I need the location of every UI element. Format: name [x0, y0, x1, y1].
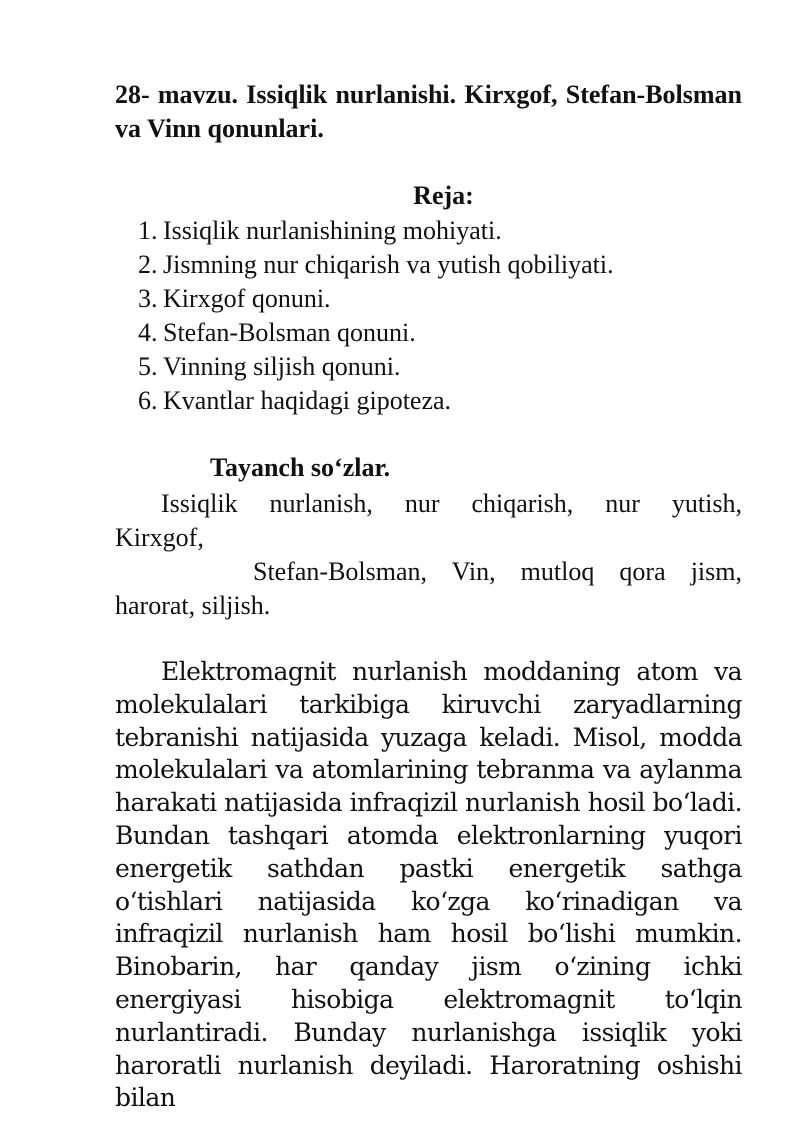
plan-item	[138, 384, 614, 418]
plan-item	[138, 350, 614, 384]
plan-item-text: Issiqlik nurlanishining mohiyati.	[163, 216, 502, 245]
plan-list	[138, 214, 614, 418]
plan-item-number: 2.	[138, 250, 158, 279]
keywords-line: Stefan-Bolsman, Vin, mutloq qora jism,	[253, 557, 742, 586]
keywords-line: Kirxgof,	[115, 523, 204, 552]
plan-item	[138, 214, 614, 248]
body-paragraph: Elektromagnit nurlanish moddaning atom va molekulalari tarkibiga kiruvchi zaryadlarning tebranishi natijasida yuzaga keladi. Misol, modda molekulalari va atomlarining tebranma va aylanma harakati natijasida infraqizil nurlanish hosil bo‘ladi. Bundan tashqari atomda elektronlarning yuqori energetik sathdan pastki energetik sathga o‘tishlari natijasida ko‘zga ko‘rinadigan va infraqizil nurlanish ham hosil bo‘lishi mumkin. Binobarin, har qanday jism o‘zining ichki energiyasi hisobiga elektromagnit to‘lqin nurlantiradi. Bunday nurlanishga issiqlik yoki haroratli nurlanish deyiladi. Haroratning oshishi bilan	[115, 657, 742, 1113]
keywords-line: Issiqlik nurlanish, nur chiqarish, nur yutish,	[161, 489, 742, 518]
keywords-paragraph	[115, 487, 742, 555]
plan-item-number: 6.	[138, 386, 158, 415]
keywords-line: harorat, siljish.	[115, 591, 271, 620]
plan-item	[138, 316, 614, 350]
plan-item-text: Kvantlar haqidagi gipoteza.	[163, 386, 452, 415]
plan-item	[138, 248, 614, 282]
keywords-paragraph	[115, 555, 742, 623]
plan-heading: Reja:	[413, 181, 474, 210]
plan-item-text: Kirxgof qonuni.	[163, 284, 331, 313]
plan-item	[138, 282, 614, 316]
plan-item-number: 3.	[138, 284, 158, 313]
plan-item-text: Vinning siljish qonuni.	[163, 352, 401, 381]
page-title: 28- mavzu. Issiqlik nurlanishi. Kirxgof, Stefan-Bolsman va Vinn qonunlari.	[115, 80, 742, 143]
plan-item-number: 1.	[138, 216, 158, 245]
plan-item-text: Stefan-Bolsman qonuni.	[163, 318, 416, 347]
keywords-heading: Tayanch so‘zlar.	[210, 453, 391, 482]
plan-item-text: Jismning nur chiqarish va yutish qobiliyati.	[163, 250, 614, 279]
plan-item-number: 4.	[138, 318, 158, 347]
plan-item-number: 5.	[138, 352, 158, 381]
